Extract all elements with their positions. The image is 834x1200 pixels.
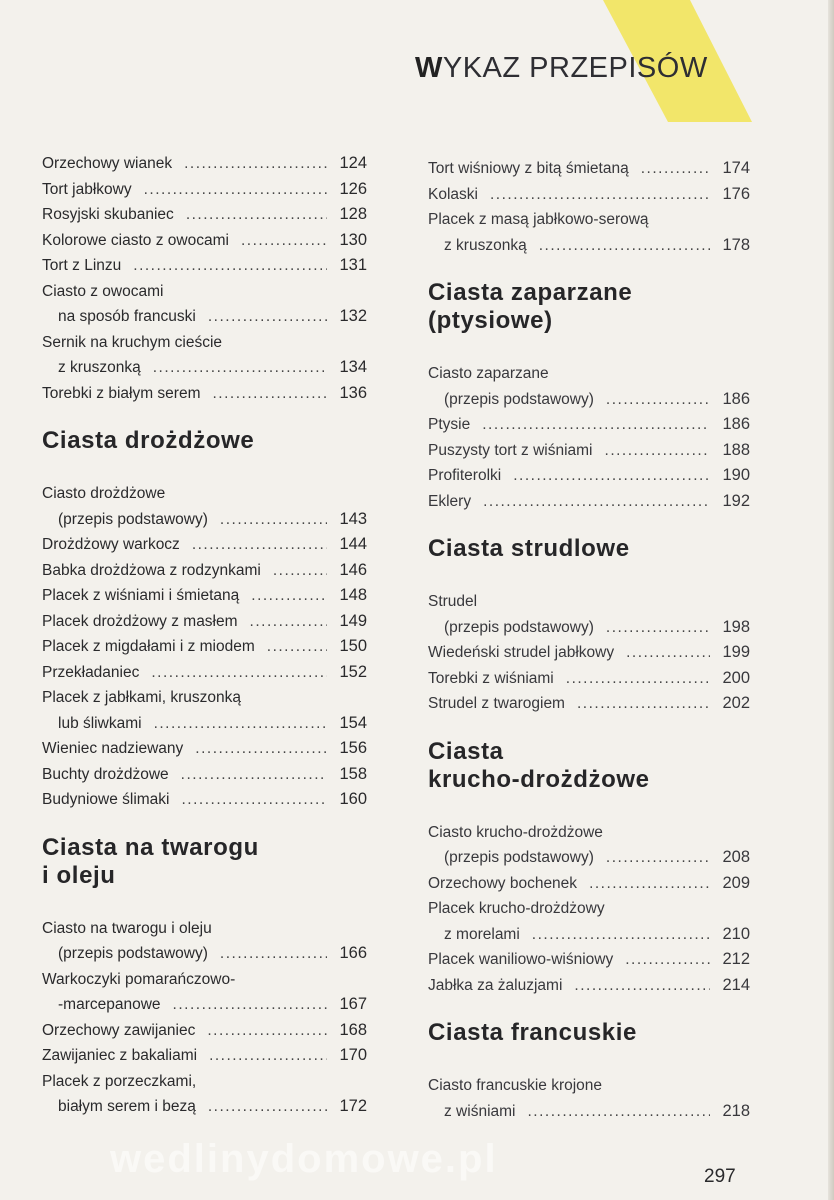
toc-entry[interactable]: [42, 279, 367, 330]
dot-leader: [606, 387, 710, 413]
entry-page-number: 212: [722, 950, 750, 968]
section-heading: [428, 1019, 750, 1047]
entry-title: Placek z wiśniami i śmietaną: [42, 587, 240, 604]
entry-title-line: [42, 609, 367, 635]
entry-title: Tort wiśniowy z bitą śmietaną: [428, 160, 629, 177]
entry-title: Orzechowy zawijaniec: [42, 1021, 196, 1039]
section-heading-line: Ciasta strudlowe: [428, 535, 630, 562]
entry-title-line: [42, 151, 367, 177]
toc-entry[interactable]: [42, 583, 367, 609]
entry-page-number: 134: [339, 358, 367, 376]
toc-entry[interactable]: [42, 177, 367, 203]
dot-leader: [181, 762, 327, 788]
entry-title: Warkoczyki pomarańczowo-: [42, 970, 236, 988]
entry-title: Ciasto drożdżowe: [42, 485, 166, 502]
entry-title: na sposób francuski: [58, 308, 196, 325]
entry-page-number: 167: [339, 995, 367, 1013]
entry-title: Puszysty tort z wiśniami: [428, 441, 593, 459]
dot-leader: [625, 947, 710, 973]
dot-leader: [267, 634, 327, 660]
dot-leader: [626, 640, 710, 666]
entry-title: Ciasto z owocami: [42, 282, 164, 300]
entry-title: Placek z porzeczkami,: [42, 1072, 197, 1090]
entry-title: Ciasto na twarogu i oleju: [42, 919, 212, 937]
section-heading: [42, 834, 367, 890]
toc-section: [428, 156, 750, 258]
dot-leader: [151, 660, 327, 686]
entry-page-number: 158: [339, 764, 367, 783]
entry-title-line: [42, 279, 367, 305]
toc-entry[interactable]: [428, 820, 750, 871]
entry-title: Placek krucho-drożdżowy: [428, 900, 605, 917]
toc-entry[interactable]: [42, 609, 367, 635]
entry-page-number: 176: [722, 184, 750, 203]
dot-leader: [527, 1099, 710, 1125]
entry-title-line: [428, 845, 750, 871]
entry-title-line: [42, 1094, 367, 1120]
entry-page-number: 126: [339, 179, 367, 198]
section-heading-line: Ciasta: [428, 737, 504, 765]
entry-title: lub śliwkami: [58, 714, 142, 732]
entry-title: Placek z migdałami i z miodem: [42, 638, 255, 655]
entry-page-number: 143: [339, 509, 367, 528]
toc-column-right: [428, 156, 750, 1124]
entry-title-line: [428, 640, 750, 666]
entry-page-number: 156: [339, 739, 367, 757]
entry-title: Placek drożdżowy z masłem: [42, 612, 238, 630]
toc-entry[interactable]: [42, 558, 367, 584]
entry-title: z kruszonką: [58, 359, 141, 376]
dot-leader: [241, 228, 327, 254]
entry-page-number: 198: [722, 617, 750, 636]
entry-title-line: [428, 233, 750, 259]
toc-entry[interactable]: [428, 589, 750, 640]
toc-entry[interactable]: [428, 207, 750, 258]
toc-column-left: [42, 151, 367, 1120]
entry-page-number: 170: [339, 1046, 367, 1064]
dot-leader: [208, 304, 327, 330]
entry-page-number: 136: [339, 383, 367, 402]
toc-entry[interactable]: [42, 787, 367, 813]
page-edge-shadow: [828, 0, 834, 1200]
dot-leader: [605, 438, 710, 464]
entry-page-number: 160: [339, 790, 367, 808]
entry-page-number: 218: [722, 1101, 750, 1120]
entry-page-number: 174: [722, 159, 750, 177]
section-heading-line: krucho-drożdżowe: [428, 765, 650, 793]
entry-title-line: [42, 1018, 367, 1044]
entry-page-number: 192: [722, 491, 750, 510]
entry-title-line: [428, 947, 750, 973]
watermark: wedlinydomowe.pl: [110, 1137, 498, 1181]
entry-page-number: 154: [339, 713, 367, 732]
dot-leader: [539, 233, 710, 259]
entry-page-number: 149: [339, 611, 367, 630]
dot-leader: [154, 711, 327, 737]
toc-entry[interactable]: [42, 967, 367, 1018]
section-heading-line: Ciasta francuskie: [428, 1019, 637, 1046]
entry-title-line: [42, 558, 367, 584]
entry-title: Babka drożdżowa z rodzynkami: [42, 561, 261, 579]
entry-title-line: [42, 634, 367, 660]
dot-leader: [133, 253, 327, 279]
section-heading: [42, 427, 367, 455]
entry-title: Placek waniliowo-wiśniowy: [428, 951, 614, 968]
title-initial: W: [415, 52, 443, 84]
toc-entry[interactable]: [42, 481, 367, 532]
entry-title: Placek z jabłkami, kruszonką: [42, 689, 241, 706]
dot-leader: [182, 787, 328, 813]
dot-leader: [482, 412, 710, 438]
section-heading-line: Ciasta zaparzane: [428, 279, 633, 306]
entry-title: Orzechowy wianek: [42, 155, 173, 172]
dot-leader: [192, 532, 327, 558]
entry-title: z kruszonką: [444, 236, 527, 254]
entry-title-line: [428, 412, 750, 438]
toc-entry[interactable]: [428, 947, 750, 973]
toc-entry[interactable]: [428, 896, 750, 947]
entry-title-line: [428, 1073, 750, 1099]
entry-page-number: 188: [722, 440, 750, 459]
entry-title-line: [42, 304, 367, 330]
entry-page-number: 199: [722, 643, 750, 661]
section-heading: [428, 738, 750, 794]
dot-leader: [532, 922, 710, 948]
entry-title-line: [428, 691, 750, 717]
entry-page-number: 186: [722, 389, 750, 408]
dot-leader: [574, 973, 710, 999]
entry-page-number: 186: [722, 415, 750, 433]
entry-page-number: 148: [339, 586, 367, 604]
entry-title-line: [42, 736, 367, 762]
entry-page-number: 124: [339, 154, 367, 172]
toc-entry[interactable]: [42, 660, 367, 686]
entry-title: (przepis podstawowy): [444, 849, 594, 866]
entry-page-number: 130: [339, 230, 367, 249]
dot-leader: [251, 583, 327, 609]
entry-title-line: [42, 967, 367, 993]
entry-title-line: [42, 228, 367, 254]
toc-entry[interactable]: [42, 330, 367, 381]
entry-title: -marcepanowe: [58, 996, 161, 1013]
entry-title-line: [42, 507, 367, 533]
entry-title: Kolorowe ciasto z owocami: [42, 231, 229, 249]
toc-section: [428, 279, 750, 514]
toc-entry[interactable]: [42, 1018, 367, 1044]
entry-title-line: [42, 355, 367, 381]
entry-title: Wieniec nadziewany: [42, 740, 184, 757]
entry-page-number: 152: [339, 662, 367, 681]
entry-page-number: 144: [339, 535, 367, 553]
entry-page-number: 178: [722, 235, 750, 254]
page-number: 297: [704, 1166, 736, 1187]
entry-title-line: [42, 177, 367, 203]
entry-page-number: 150: [339, 637, 367, 655]
entry-title-line: [42, 330, 367, 356]
entry-title-line: [428, 896, 750, 922]
toc-section: [42, 834, 367, 1120]
dot-leader: [641, 156, 710, 182]
entry-title-line: [428, 1099, 750, 1125]
entry-page-number: 202: [722, 694, 750, 712]
entry-title-line: [42, 1069, 367, 1095]
entry-title: Tort z Linzu: [42, 257, 122, 274]
entry-title: z wiśniami: [444, 1102, 516, 1120]
entry-title-line: [428, 361, 750, 387]
entry-title: Ciasto krucho-drożdżowe: [428, 823, 603, 841]
entry-title: Ciasto zaparzane: [428, 365, 549, 382]
dot-leader: [208, 1094, 327, 1120]
toc-section: [428, 1019, 750, 1124]
entry-title-line: [428, 463, 750, 489]
toc-entry[interactable]: [428, 412, 750, 438]
toc-entry[interactable]: [42, 916, 367, 967]
title-rest: YKAZ PRZEPISÓW: [442, 52, 708, 84]
entry-title: Zawijaniec z bakaliami: [42, 1047, 198, 1064]
dot-leader: [173, 992, 327, 1018]
entry-title: Jabłka za żaluzjami: [428, 976, 563, 994]
dot-leader: [213, 381, 328, 407]
section-heading-line: i oleju: [42, 861, 116, 889]
entry-title-line: [42, 532, 367, 558]
entry-title-line: [42, 762, 367, 788]
toc-entry[interactable]: [428, 1073, 750, 1124]
dot-leader: [566, 666, 710, 692]
entry-page-number: 132: [339, 307, 367, 325]
entry-title: Sernik na kruchym cieście: [42, 333, 223, 351]
entry-title: Profiterolki: [428, 467, 502, 484]
entry-title: Ptysie: [428, 416, 471, 433]
entry-title: białym serem i bezą: [58, 1098, 196, 1115]
toc-entry[interactable]: [428, 156, 750, 182]
dot-leader: [606, 615, 710, 641]
entry-title-line: [42, 685, 367, 711]
toc-entry[interactable]: [428, 871, 750, 897]
entry-page-number: 146: [339, 560, 367, 579]
toc-entry[interactable]: [42, 1069, 367, 1120]
entry-title-line: [428, 615, 750, 641]
dot-leader: [577, 691, 710, 717]
toc-entry[interactable]: [428, 438, 750, 464]
entry-title: Placek z masą jabłkowo-serową: [428, 211, 649, 228]
entry-title: Przekładaniec: [42, 663, 140, 681]
entry-title: (przepis podstawowy): [58, 945, 208, 962]
entry-page-number: 209: [722, 873, 750, 892]
dot-leader: [490, 182, 710, 208]
entry-title: z morelami: [444, 925, 520, 943]
entry-title-line: [42, 481, 367, 507]
entry-title: (przepis podstawowy): [444, 390, 594, 408]
toc-entry[interactable]: [42, 736, 367, 762]
toc-entry[interactable]: [428, 489, 750, 515]
entry-title-line: [42, 941, 367, 967]
dot-leader: [184, 151, 327, 177]
toc-entry[interactable]: [42, 532, 367, 558]
dot-leader: [144, 177, 327, 203]
toc-section: [428, 738, 750, 999]
toc-entry[interactable]: [428, 463, 750, 489]
section-heading-line: Ciasta drożdżowe: [42, 427, 255, 454]
toc-section: [42, 427, 367, 813]
section-heading-line: Ciasta na twarogu: [42, 833, 259, 861]
toc-section: [428, 535, 750, 717]
dot-leader: [220, 941, 327, 967]
entry-title: Torebki z wiśniami: [428, 669, 554, 687]
dot-leader: [195, 736, 327, 762]
entry-title-line: [428, 922, 750, 948]
entry-title-line: [428, 871, 750, 897]
entry-title: Budyniowe ślimaki: [42, 791, 170, 808]
entry-page-number: 168: [339, 1020, 367, 1039]
entry-title-line: [42, 202, 367, 228]
entry-title-line: [428, 182, 750, 208]
page-title: [415, 52, 708, 85]
entry-title-line: [42, 711, 367, 737]
entry-page-number: 208: [722, 848, 750, 866]
entry-page-number: 166: [339, 944, 367, 962]
toc-entry[interactable]: [42, 151, 367, 177]
entry-page-number: 190: [722, 466, 750, 484]
entry-title: Eklery: [428, 492, 472, 510]
toc-entry[interactable]: [428, 182, 750, 208]
entry-page-number: 172: [339, 1097, 367, 1115]
entry-title-line: [428, 438, 750, 464]
toc-entry[interactable]: [42, 202, 367, 228]
toc-entry[interactable]: [42, 685, 367, 736]
dot-leader: [186, 202, 327, 228]
entry-title: (przepis podstawowy): [444, 618, 594, 636]
toc-entry[interactable]: [42, 1043, 367, 1069]
entry-title: Wiedeński strudel jabłkowy: [428, 644, 615, 661]
toc-entry[interactable]: [428, 973, 750, 999]
toc-entry[interactable]: [42, 228, 367, 254]
toc-section: [42, 151, 367, 406]
toc-entry[interactable]: [428, 691, 750, 717]
entry-title-line: [428, 156, 750, 182]
entry-title-line: [42, 583, 367, 609]
entry-title: Ciasto francuskie krojone: [428, 1077, 603, 1094]
entry-title-line: [42, 916, 367, 942]
dot-leader: [153, 355, 327, 381]
dot-leader: [250, 609, 327, 635]
entry-title-line: [42, 253, 367, 279]
dot-leader: [589, 871, 710, 897]
entry-title-line: [42, 992, 367, 1018]
entry-title-line: [42, 787, 367, 813]
entry-title: Drożdżowy warkocz: [42, 536, 180, 553]
entry-page-number: 128: [339, 205, 367, 223]
entry-title-line: [428, 666, 750, 692]
entry-title-line: [428, 207, 750, 233]
entry-title: Strudel: [428, 593, 478, 610]
entry-title-line: [428, 589, 750, 615]
dot-leader: [209, 1043, 327, 1069]
entry-title: (przepis podstawowy): [58, 510, 208, 528]
toc-entry[interactable]: [428, 361, 750, 412]
entry-title: Torebki z białym serem: [42, 384, 201, 402]
entry-title: Tort jabłkowy: [42, 180, 132, 198]
entry-title: Rosyjski skubaniec: [42, 206, 174, 223]
entry-title-line: [42, 1043, 367, 1069]
entry-page-number: 210: [722, 924, 750, 943]
section-heading: [428, 535, 750, 563]
dot-leader: [513, 463, 710, 489]
entry-title-line: [42, 660, 367, 686]
entry-title-line: [428, 387, 750, 413]
dot-leader: [483, 489, 710, 515]
section-heading: [428, 279, 750, 335]
entry-page-number: 131: [339, 256, 367, 274]
toc-entry[interactable]: [42, 634, 367, 660]
entry-title-line: [428, 973, 750, 999]
dot-leader: [273, 558, 327, 584]
toc-entry[interactable]: [42, 253, 367, 279]
dot-leader: [606, 845, 710, 871]
toc-entry[interactable]: [42, 381, 367, 407]
entry-title: Kolaski: [428, 185, 478, 203]
entry-title-line: [428, 820, 750, 846]
entry-title: Strudel z twarogiem: [428, 695, 565, 712]
entry-title: Orzechowy bochenek: [428, 874, 578, 892]
dot-leader: [220, 507, 327, 533]
section-heading-line: (ptysiowe): [428, 307, 553, 334]
dot-leader: [207, 1018, 327, 1044]
entry-title-line: [428, 489, 750, 515]
entry-title: Buchty drożdżowe: [42, 765, 169, 783]
entry-page-number: 214: [722, 975, 750, 994]
toc-entry[interactable]: [428, 666, 750, 692]
entry-title-line: [42, 381, 367, 407]
toc-entry[interactable]: [42, 762, 367, 788]
entry-page-number: 200: [722, 668, 750, 687]
toc-entry[interactable]: [428, 640, 750, 666]
